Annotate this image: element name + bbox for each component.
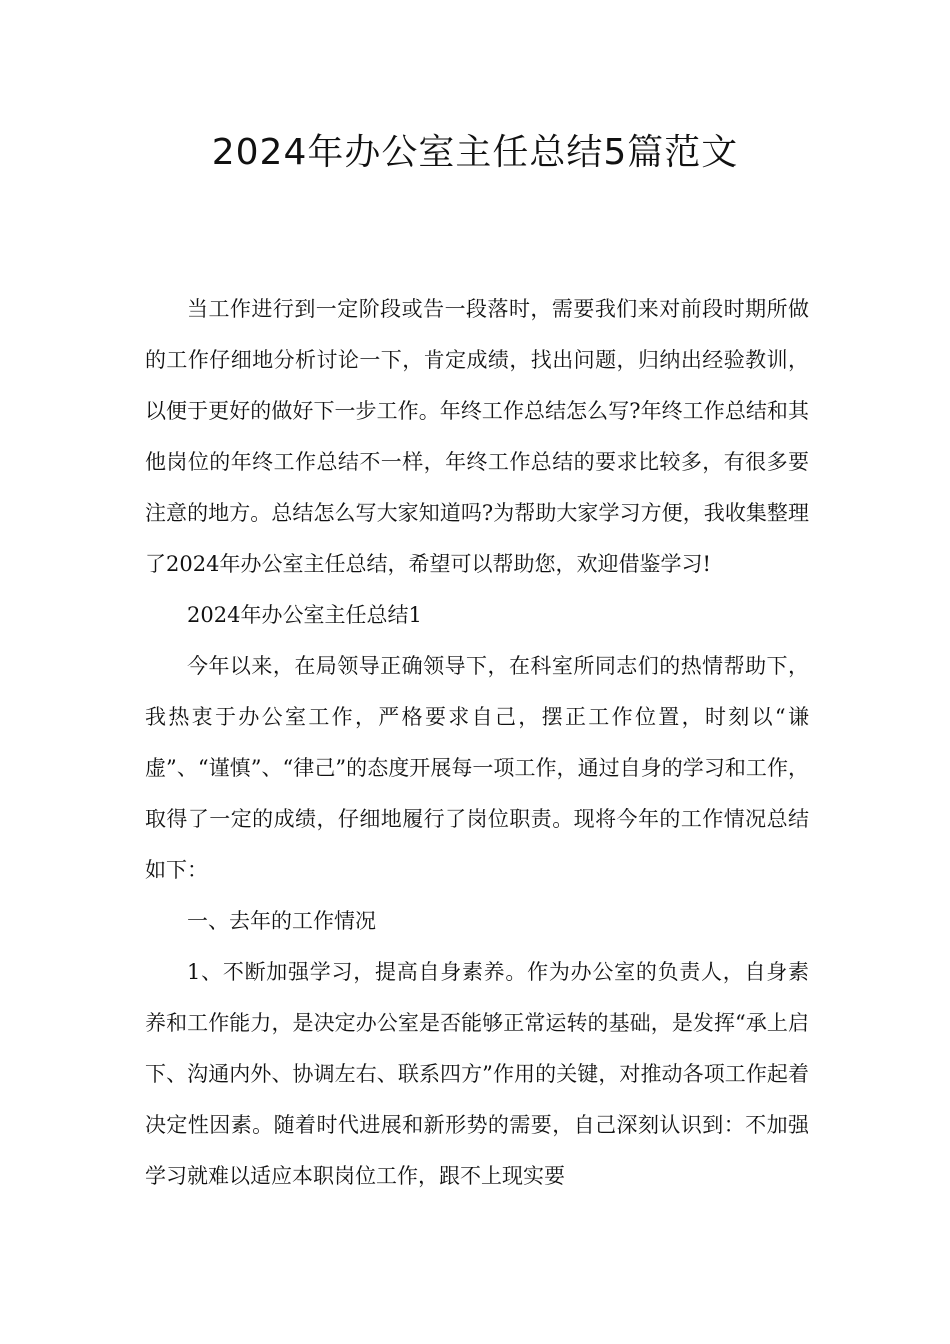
section-heading-last-year: 一、去年的工作情况 — [187, 909, 376, 933]
study-paragraph: 1、不断加强学习，提高自身素养。作为办公室的负责人，自身素养和工作能力，是决定办公室是否能够正常运转的基础，是发挥“承上启下、沟通内外、协调左右、联系四方”作用的关键，对推动各项工作起着决定性因素。随着时代进展和新形势的需要，自己深刻认识到：不加强学习就难以适应本职岗位工作，跟不上现实要 — [145, 960, 809, 1188]
intro-paragraph: 当工作进行到一定阶段或告一段落时，需要我们来对前段时期所做的工作仔细地分析讨论一下，肯定成绩，找出问题，归纳出经验教训，以便于更好的做好下一步工作。年终工作总结怎么写?年终工作总结和其他岗位的年终工作总结不一样，年终工作总结的要求比较多，有很多要注意的地方。总结怎么写大家知道吗?为帮助大家学习方便，我收集整理了2024年办公室主任总结，希望可以帮助您，欢迎借鉴学习! — [145, 297, 809, 576]
summary-paragraph-1: 今年以来，在局领导正确领导下，在科室所同志们的热情帮助下，我热衷于办公室工作，严格要求自己，摆正工作位置，时刻以“谦虚”、“谨慎”、“律己”的态度开展每一项工作，通过自身的学习和工作，取得了一定的成绩，仔细地履行了岗位职责。现将今年的工作情况总结如下： — [145, 654, 809, 882]
document-body — [145, 284, 809, 1202]
document-title: 2024年办公室主任总结5篇范文 — [211, 132, 739, 173]
section-heading-summary-1: 2024年办公室主任总结1 — [187, 603, 422, 627]
